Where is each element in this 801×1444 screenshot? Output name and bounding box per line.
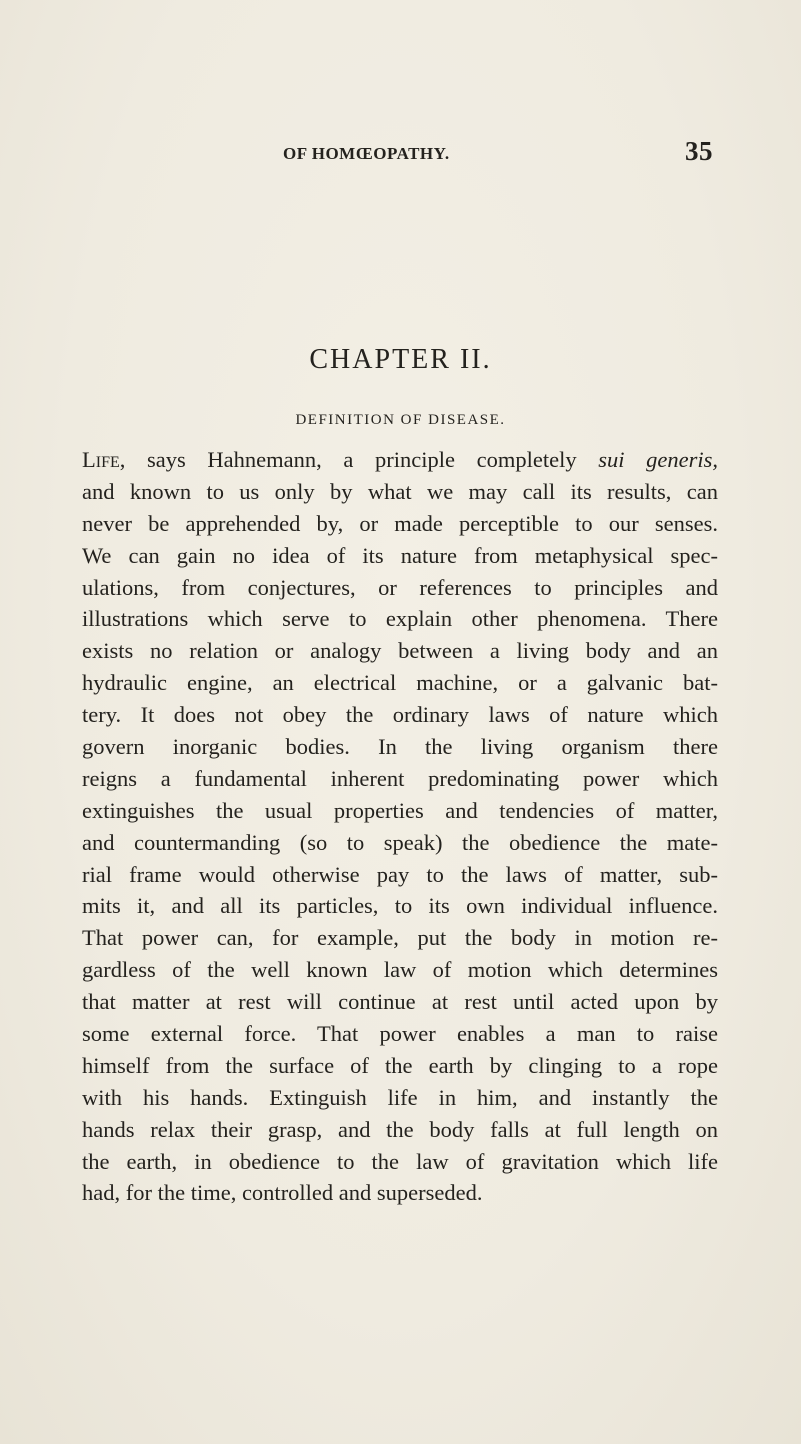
text-line: mits it, and all its particles, to its own individual influence. (82, 893, 718, 919)
text-line: and known to us only by what we may call its results, can (82, 478, 718, 504)
text-line: the earth, in obedience to the law of gravitation which life (82, 1148, 718, 1174)
text-line: never be apprehended by, or made perceptible to our senses. (82, 510, 718, 536)
text-line: rial frame would otherwise pay to the laws of matter, sub- (82, 861, 718, 887)
section-title: DEFINITION OF DISEASE. (295, 412, 506, 428)
chapter-title: CHAPTER II. (309, 344, 492, 375)
text-line (82, 444, 718, 476)
text-line: That power can, for example, put the body in motion re- (82, 925, 718, 951)
text-line: We can gain no idea of its nature from metaphysical spec- (82, 542, 718, 568)
text-fragment: , says Hahnemann, a principle completely (119, 447, 599, 472)
text-line: some external force. That power enables a man to raise (82, 1021, 718, 1047)
text-line: reigns a fundamental inherent predominating power which (82, 765, 718, 791)
text-line: gardless of the well known law of motion which determines (82, 957, 718, 983)
text-line: govern inorganic bodies. In the living organism there (82, 734, 718, 760)
text-line: illustrations which serve to explain other phenomena. There (82, 606, 718, 632)
text-line: ulations, from conjectures, or references to principles and (82, 574, 718, 600)
text-line: exists no relation or analogy between a living body and an (82, 638, 718, 664)
italic-phrase: sui generis, (598, 447, 718, 472)
text-line: and countermanding (so to speak) the obedience the mate- (82, 829, 718, 855)
text-line: extinguishes the usual properties and tendencies of matter, (82, 797, 718, 823)
text-line: with his hands. Extinguish life in him, and instantly the (82, 1084, 718, 1110)
running-title: OF HOMŒOPATHY. (283, 144, 450, 163)
page-number: 35 (685, 136, 713, 166)
body-paragraph (82, 444, 718, 1209)
text-line: tery. It does not obey the ordinary laws of nature which (82, 702, 718, 728)
opening-word: Life (82, 447, 120, 472)
text-line: hydraulic engine, an electrical machine, or a galvanic bat- (82, 670, 718, 696)
text-line: that matter at rest will continue at rest until acted upon by (82, 989, 718, 1015)
text-line: himself from the surface of the earth by clinging to a rope (82, 1052, 718, 1078)
text-line: hands relax their grasp, and the body falls at full length on (82, 1116, 718, 1142)
text-line-last: had, for the time, controlled and superseded. (82, 1180, 483, 1206)
